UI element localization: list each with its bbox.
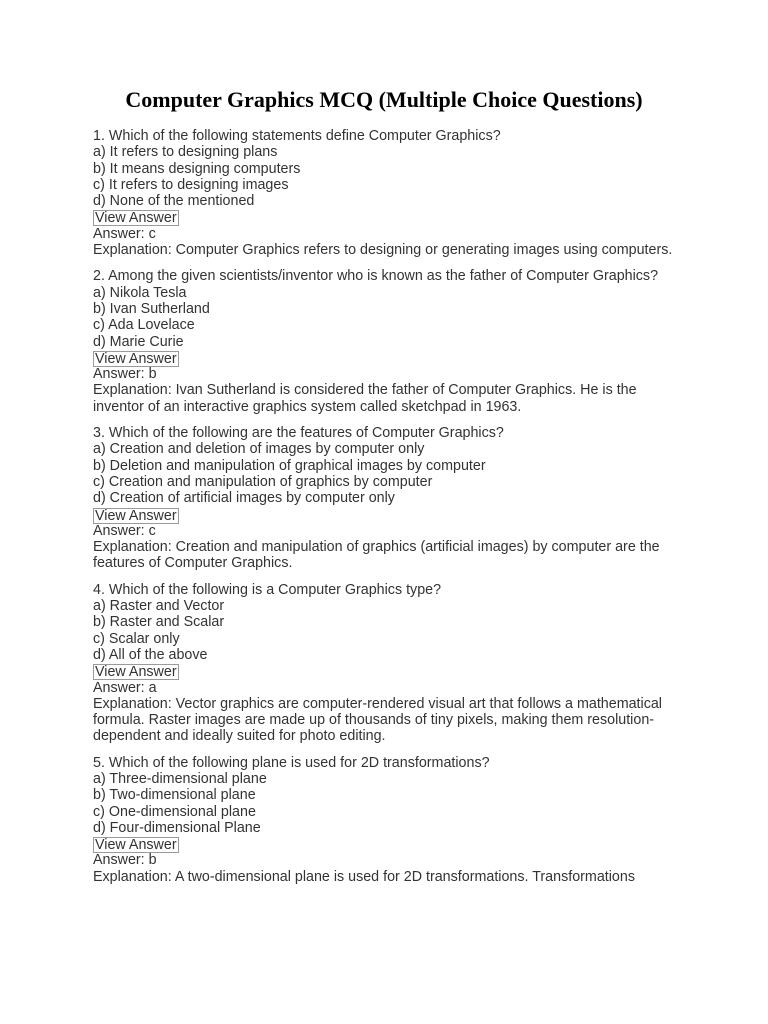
option-c: c) One-dimensional plane [93, 803, 256, 820]
question-block-2 [93, 268, 673, 415]
view-answer-button[interactable]: View Answer [95, 507, 177, 524]
option-c: c) Creation and manipulation of graphics by computer [93, 473, 433, 490]
option-b: b) Ivan Sutherland [93, 300, 210, 317]
option-d: d) Creation of artificial images by computer only [93, 490, 395, 507]
option-a: a) Nikola Tesla [93, 284, 187, 301]
option-d: d) All of the above [93, 646, 208, 663]
view-answer-button[interactable]: View Answer [95, 210, 177, 227]
answer-text: Answer: c [93, 225, 156, 242]
view-answer-button[interactable]: View Answer [95, 837, 177, 854]
question-text: 4. Which of the following is a Computer Graphics type? [93, 581, 442, 598]
option-d: d) Marie Curie [93, 333, 184, 350]
explanation-text: Explanation: Vector graphics are computer-rendered visual art that follows a mathematical formula. Raster images are made up of thousands of tiny pixels, making them resolution-dependent and ideally suited for photo editing. [93, 695, 662, 745]
question-text: 1. Which of the following statements define Computer Graphics? [93, 128, 501, 144]
option-c: c) Ada Lovelace [93, 317, 195, 334]
option-b: b) Deletion and manipulation of graphical images by computer [93, 457, 486, 474]
question-text: 5. Which of the following plane is used for 2D transformations? [93, 754, 490, 771]
question-text: 2. Among the given scientists/inventor who is known as the father of Computer Graphics? [93, 268, 659, 285]
answer-text: Answer: a [93, 679, 157, 696]
question-block-5 [93, 755, 673, 885]
option-a: a) Raster and Vector [93, 598, 225, 615]
option-c: c) Scalar only [93, 630, 180, 647]
answer-text: Answer: b [93, 366, 157, 383]
explanation-text: Explanation: Computer Graphics refers to designing or generating images using computers. [93, 242, 673, 259]
question-block-1 [93, 128, 673, 258]
answer-text: Answer: b [93, 852, 157, 869]
view-answer-button[interactable]: View Answer [95, 664, 177, 681]
option-a: a) It refers to designing plans [93, 144, 278, 161]
explanation-text: Explanation: Ivan Sutherland is considered the father of Computer Graphics. He is the inventor of an interactive graphics system called sketchpad in 1963. [93, 382, 637, 415]
option-a: a) Creation and deletion of images by computer only [93, 441, 425, 458]
answer-text: Answer: c [93, 522, 156, 539]
option-b: b) Two-dimensional plane [93, 787, 256, 804]
question-list [93, 128, 673, 895]
option-c: c) It refers to designing images [93, 176, 289, 193]
option-b: b) It means designing computers [93, 160, 301, 177]
page-title: Computer Graphics MCQ (Multiple Choice Questions) [125, 87, 643, 112]
view-answer-button[interactable]: View Answer [95, 350, 177, 367]
option-b: b) Raster and Scalar [93, 614, 225, 631]
option-d: d) None of the mentioned [93, 193, 255, 210]
explanation-text: Explanation: A two-dimensional plane is used for 2D transformations. Transformations [93, 868, 635, 885]
option-d: d) Four-dimensional Plane [93, 819, 261, 836]
question-block-3 [93, 425, 673, 572]
question-block-4 [93, 582, 673, 745]
question-text: 3. Which of the following are the features of Computer Graphics? [93, 425, 504, 442]
option-a: a) Three-dimensional plane [93, 770, 267, 787]
explanation-text: Explanation: Creation and manipulation of graphics (artificial images) by computer are the features of Computer Graphics. [93, 539, 660, 572]
